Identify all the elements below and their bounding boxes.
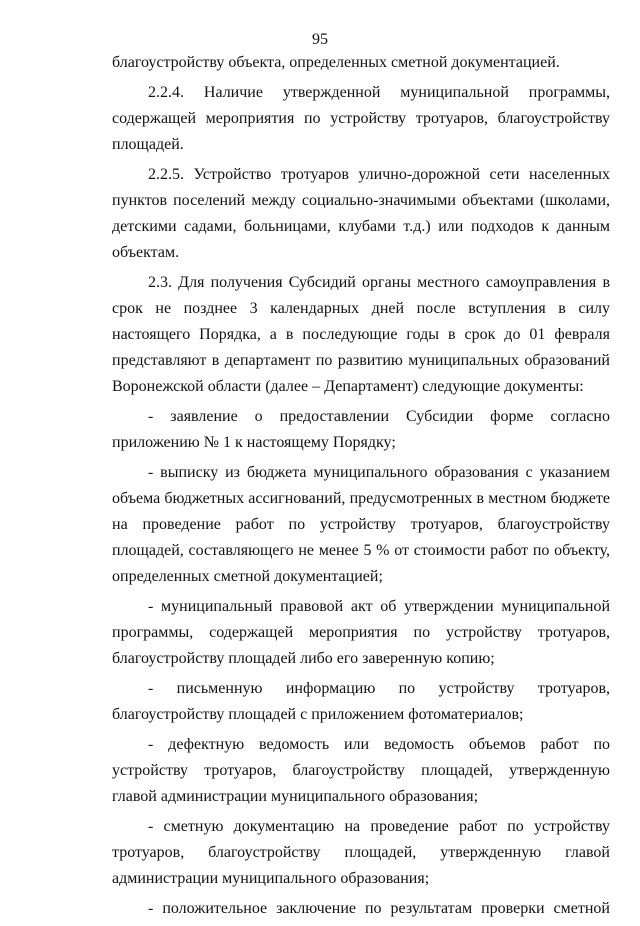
list-item-application: - заявление о предоставлении Субсидии форме согласно приложению № 1 к настоящему Порядку; [112,408,610,451]
list-item-municipal-act: - муниципальный правовой акт об утверждении муниципальной программы, содержащей мероприятия по устройству тротуаров, благоустройству площадей либо его заверенную копию; [112,598,610,667]
list-item-defect-statement: - дефектную ведомость или ведомость объемов работ по устройству тротуаров, благоустройству площадей, утвержденную главой администрации муниципального образования; [112,736,610,805]
list-item-positive-conclusion: - положительное заключение по результатам проверки сметной [148,900,610,917]
list-item-estimate-docs: - сметную документацию на проведение работ по устройству тротуаров, благоустройству площадей, утвержденную главой администрации муниципального образования; [112,818,610,887]
list-item-budget-extract: - выписку из бюджета муниципального образования с указанием объема бюджетных ассигнований, предусмотренных в местном бюджете на проведение работ по устройству тротуаров, благоустройству площадей, составляющего не менее 5 % от стоимости работ по объекту, определенных сметной документацией; [112,464,610,585]
paragraph-2-2-4: 2.2.4. Наличие утвержденной муниципальной программы, содержащей мероприятия по устройству тротуаров, благоустройству площадей. [112,84,610,153]
list-item-written-info: - письменную информацию по устройству тротуаров, благоустройству площадей с приложением фотоматериалов; [112,680,610,723]
paragraph-continuation: благоустройству объекта, определенных сметной документацией. [112,54,560,71]
body-text [112,50,610,926]
paragraph-2-2-5: 2.2.5. Устройство тротуаров улично-дорожной сети населенных пунктов поселений между социально-значимыми объектами (школами, детскими садами, больницами, клубами т.д.) или подходов к данным объектам. [112,166,610,261]
paragraph-2-3: 2.3. Для получения Субсидий органы местного самоуправления в срок не позднее 3 календарных дней после вступления в силу настоящего Порядка, а в последующие годы в срок до 01 февраля представляют в департамент по развитию муниципальных образований Воронежской области (далее – Департамент) следующие документы: [112,274,610,395]
page-number: 95 [312,31,328,48]
